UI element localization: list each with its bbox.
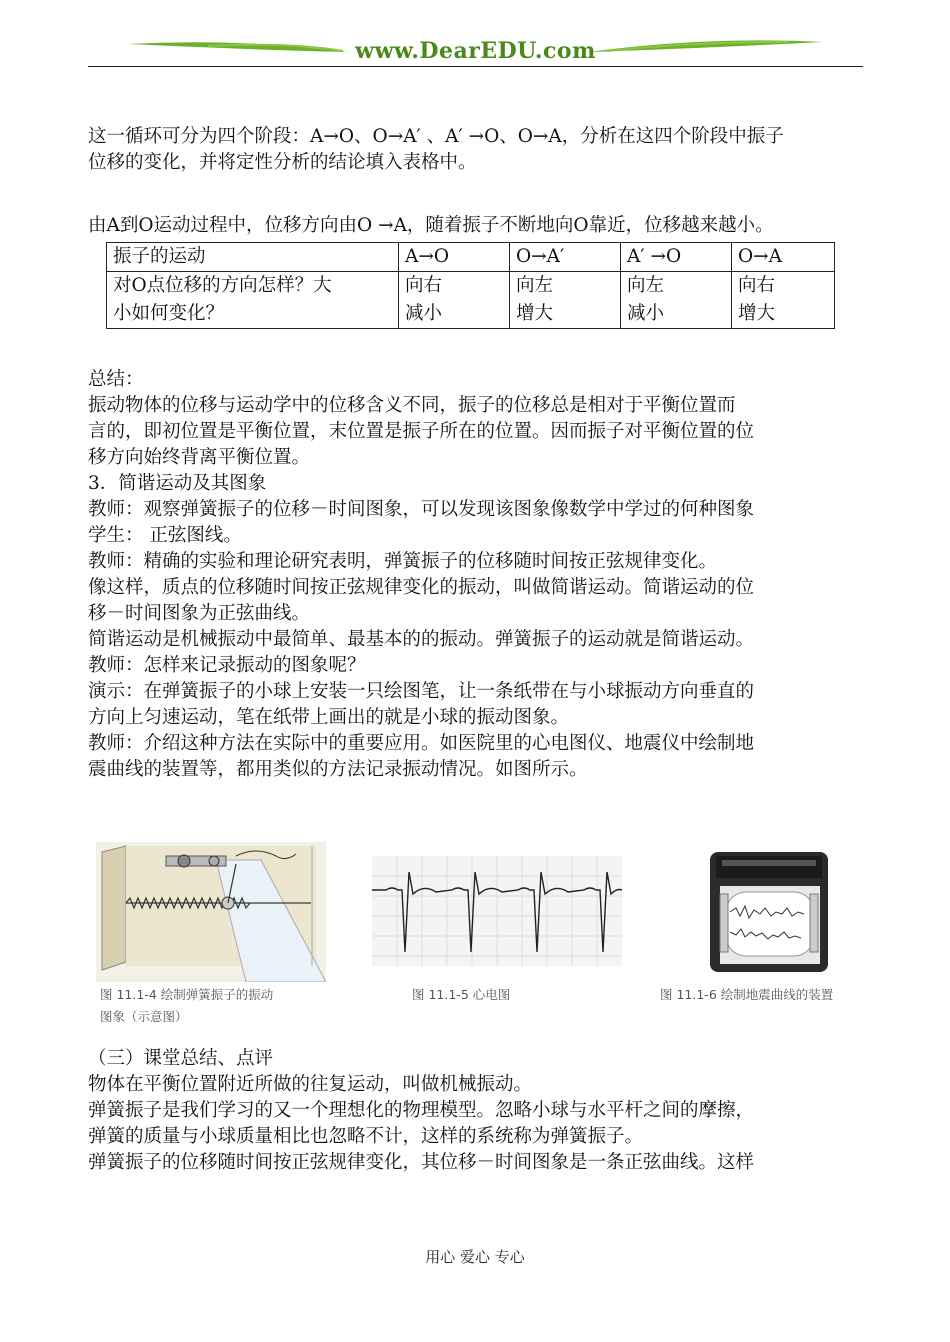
body-line: 震曲线的装置等，都用类似的方法记录振动情况。如图所示。: [88, 759, 588, 780]
table-cell: [510, 272, 621, 329]
intro-paragraph: [88, 124, 878, 176]
table-cell: O→A′: [510, 243, 621, 272]
body-line: 简谐运动是机械振动中最简单、最基本的的振动。弹簧振子的运动就是简谐运动。: [88, 629, 755, 650]
body-section: [88, 367, 878, 783]
body-line: 教师：介绍这种方法在实际中的重要应用。如医院里的心电图仪、地震仪中绘制地: [88, 733, 755, 754]
seismograph-device-illustration: [706, 846, 836, 978]
table-cell: [621, 272, 732, 329]
table-row: [107, 272, 835, 329]
intro-line: 这一循环可分为四个阶段：A→O、O→A′ 、A′ →O、O→A，分析在这四个阶段中振子: [88, 126, 784, 147]
closing-section: [88, 1046, 878, 1176]
table-cell: A→O: [399, 243, 510, 272]
body-line: 教师：怎样来记录振动的图象呢？: [88, 655, 366, 676]
table-cell: 振子的运动: [107, 243, 399, 272]
closing-line: （三）课堂总结、点评: [88, 1048, 274, 1069]
closing-line: 弹簧振子是我们学习的又一个理想化的物理模型。忽略小球与水平杆之间的摩擦，: [88, 1100, 755, 1121]
figure-caption: 图 11.1-5 心电图: [412, 987, 511, 1002]
figure-caption: 图 11.1-6 绘制地震曲线的装置: [660, 987, 834, 1002]
page-header: [88, 30, 863, 70]
caption-line: 图象（示意图）: [100, 1009, 188, 1024]
body-line: 像这样，质点的位移随时间按正弦规律变化的振动，叫做简谐运动。简谐运动的位: [88, 577, 755, 598]
table-header-row: [107, 243, 835, 272]
closing-line: 弹簧振子的位移随时间按正弦规律变化，其位移－时间图象是一条正弦曲线。这样: [88, 1152, 755, 1173]
spring-oscillator-illustration: [96, 842, 326, 982]
closing-line: 弹簧的质量与小球质量相比也忽略不计，这样的系统称为弹簧振子。: [88, 1126, 644, 1147]
cell-line: 小如何变化？: [113, 303, 225, 324]
cell-direction: 向左: [627, 275, 665, 296]
cell-change: 增大: [738, 303, 776, 324]
motion-table: [106, 242, 835, 329]
body-line: 演示：在弹簧振子的小球上安装一只绘图笔，让一条纸带在与小球振动方向垂直的: [88, 681, 755, 702]
cell-line: 对O点位移的方向怎样？大: [113, 275, 332, 296]
cell-change: 增大: [516, 303, 554, 324]
site-logo[interactable]: www.DearEDU.com: [355, 38, 596, 64]
table-cell: [732, 272, 835, 329]
body-line: 移方向始终背离平衡位置。: [88, 447, 311, 468]
body-line: 学生： 正弦图线。: [88, 525, 242, 546]
table-cell: [107, 272, 399, 329]
table-cell: O→A: [732, 243, 835, 272]
body-line: 言的，即初位置是平衡位置，末位置是振子所在的位置。因而振子对平衡位置的位: [88, 421, 755, 442]
body-line: 3．简谐运动及其图象: [88, 473, 267, 494]
figure-caption: [100, 984, 273, 1028]
cell-change: 减小: [405, 303, 443, 324]
body-line: 振动物体的位移与运动学中的位移含义不同，振子的位移总是相对于平衡位置而: [88, 395, 736, 416]
explain-paragraph: 由A到O运动过程中，位移方向由O →A，随着振子不断地向O靠近，位移越来越小。: [88, 215, 774, 236]
header-rule: [88, 66, 863, 67]
table-cell: A′ →O: [621, 243, 732, 272]
table-cell: [399, 272, 510, 329]
body-line: 总结：: [88, 369, 144, 390]
body-line: 方向上匀速运动，笔在纸带上画出的就是小球的振动图象。: [88, 707, 570, 728]
cell-direction: 向右: [405, 275, 443, 296]
intro-line: 位移的变化，并将定性分析的结论填入表格中。: [88, 152, 477, 173]
body-line: 教师：观察弹簧振子的位移－时间图象，可以发现该图象像数学中学过的何种图象: [88, 499, 755, 520]
page-footer: 用心 爱心 专心: [425, 1248, 525, 1266]
cell-change: 减小: [627, 303, 665, 324]
cell-direction: 向右: [738, 275, 776, 296]
cell-direction: 向左: [516, 275, 554, 296]
body-line: 移－时间图象为正弦曲线。: [88, 603, 311, 624]
body-line: 教师：精确的实验和理论研究表明，弹簧振子的位移随时间按正弦规律变化。: [88, 551, 718, 572]
ecg-trace-illustration: [372, 856, 622, 966]
closing-line: 物体在平衡位置附近所做的往复运动，叫做机械振动。: [88, 1074, 533, 1095]
caption-line: 图 11.1-4 绘制弹簧振子的振动: [100, 987, 274, 1002]
